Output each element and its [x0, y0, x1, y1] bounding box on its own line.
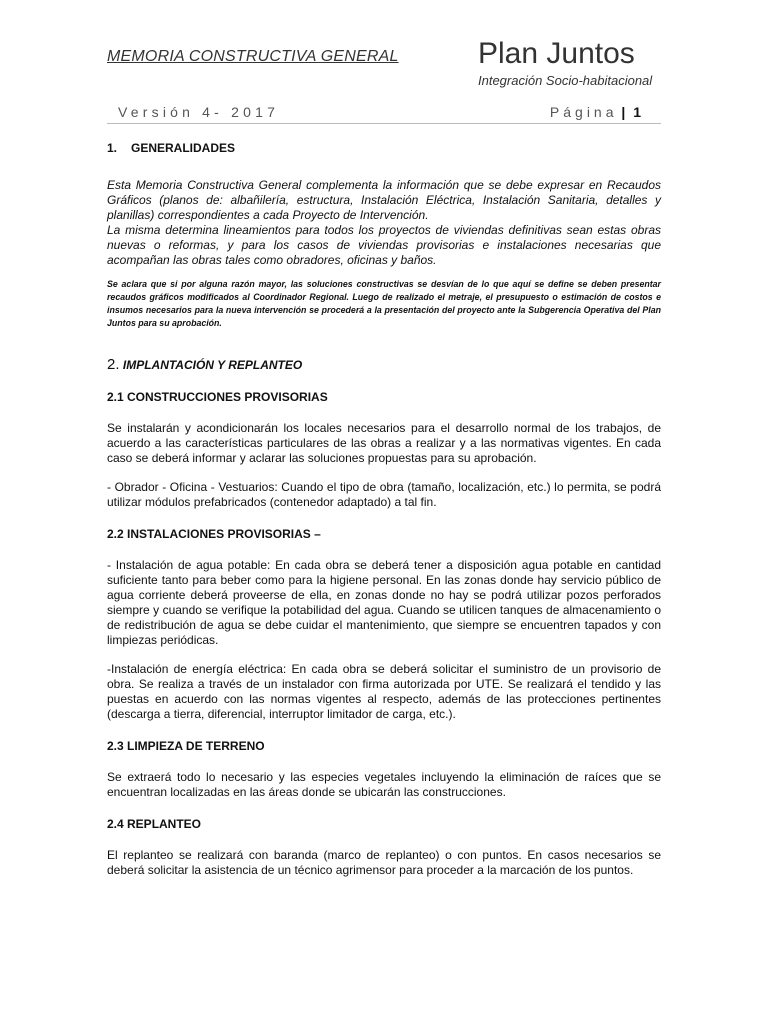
- paragraph: Esta Memoria Constructiva General complementa la información que se debe expresar en Recaudos Gráficos (planos de: albañilería, estructura, Instalación Eléctrica, Instalación Sanitaria, detalles y planillas) correspondientes a cada Proyecto de Intervención.: [107, 178, 661, 222]
- section-number: 2.: [107, 356, 120, 373]
- brand-name: Plan Juntos: [478, 37, 635, 70]
- document-body: [107, 141, 661, 878]
- version-label: Versión 4- 2017: [118, 104, 280, 120]
- section-number: 1.: [107, 141, 118, 155]
- brand-logo: [478, 38, 661, 88]
- page-number: 1: [633, 104, 641, 120]
- section-title: IMPLANTACIÓN Y REPLANTEO: [122, 358, 303, 372]
- paragraph: Se instalarán y acondicionarán los locales necesarios para el desarrollo normal de los trabajos, de acuerdo a las características particulares de las obras a realizar y a las normativas vigentes. En cada caso se deberá informar y aclarar las soluciones propuestas para su aprobación.: [107, 421, 661, 465]
- paragraph: - Instalación de agua potable: En cada obra se deberá tener a disposición agua potable en cantidad suficiente tanto para beber como para la higiene personal. En las zonas donde hay servicio público de agua corriente deberá proveerse de ella, en zonas donde no hay se podrá utilizar pozos perforados siempre y cuando se verifique la potabilidad del agua. Cuando se utilicen tanques de almacenamiento o de redistribución de agua se debe cuidar el mantenimiento, que siempre se encuentren tapados y con limpiezas periódicas.: [107, 558, 661, 647]
- paragraph: La misma determina lineamientos para todos los proyectos de viviendas definitivas sean estas obras nuevas o reformas, y para los casos de viviendas provisorias e instalaciones necesarias que acompañan las obras tales como obradores, oficinas y baños.: [107, 223, 661, 267]
- subsection-heading: 2.3 LIMPIEZA DE TERRENO: [107, 739, 265, 753]
- subsection-heading: 2.2 INSTALACIONES PROVISORIAS –: [107, 527, 321, 541]
- subsection-heading: 2.1 CONSTRUCCIONES PROVISORIAS: [107, 390, 328, 404]
- paragraph: Se extraerá todo lo necesario y las especies vegetales incluyendo la eliminación de raíces que se encuentran localizadas en las áreas donde se ubicarán las construcciones.: [107, 770, 661, 799]
- paragraph: - Obrador - Oficina - Vestuarios: Cuando el tipo de obra (tamaño, localización, etc.) lo permita, se podrá utilizar módulos prefabricados (contenedor adaptado) a tal fin.: [107, 480, 661, 509]
- subsection-heading: 2.4 REPLANTEO: [107, 817, 202, 831]
- paragraph: -Instalación de energía eléctrica: En cada obra se deberá solicitar el suministro de un provisorio de obra. Se realiza a través de un instalador con firma autorizada por UTE. Se realizará el tendido y las puestas en acuerdo con las normas vigentes al respecto, además de las protecciones pertinentes (descarga a tierra, diferencial, interruptor limitador de carga, etc.).: [107, 662, 661, 721]
- document-title: MEMORIA CONSTRUCTIVA GENERAL: [107, 48, 399, 65]
- section-heading: [107, 141, 661, 155]
- page-label: Página: [549, 104, 618, 120]
- section-title: GENERALIDADES: [131, 141, 236, 155]
- section-heading: [107, 356, 661, 373]
- note-paragraph: Se aclara que si por alguna razón mayor, las soluciones constructivas se desvían de lo que aquí se define se deben presentar recaudos gráficos modificados al Coordinador Regional. Luego de realizado el metraje, el presupuesto o estimación de costos e insumos necesarios para la nueva intervención se procederá a la presentación del proyecto ante la Subgerencia Operativa del Plan Juntos para su aprobación.: [107, 279, 661, 328]
- page-number-indicator: [550, 104, 641, 120]
- page-separator: |: [621, 104, 626, 120]
- brand-subtitle: Integración Socio-habitacional: [478, 73, 653, 88]
- paragraph: El replanteo se realizará con baranda (marco de replanteo) o con puntos. En casos necesarios se deberá solicitar la asistencia de un técnico agrimensor para proceder a la marcación de los puntos.: [107, 848, 661, 877]
- header-divider: [107, 123, 661, 124]
